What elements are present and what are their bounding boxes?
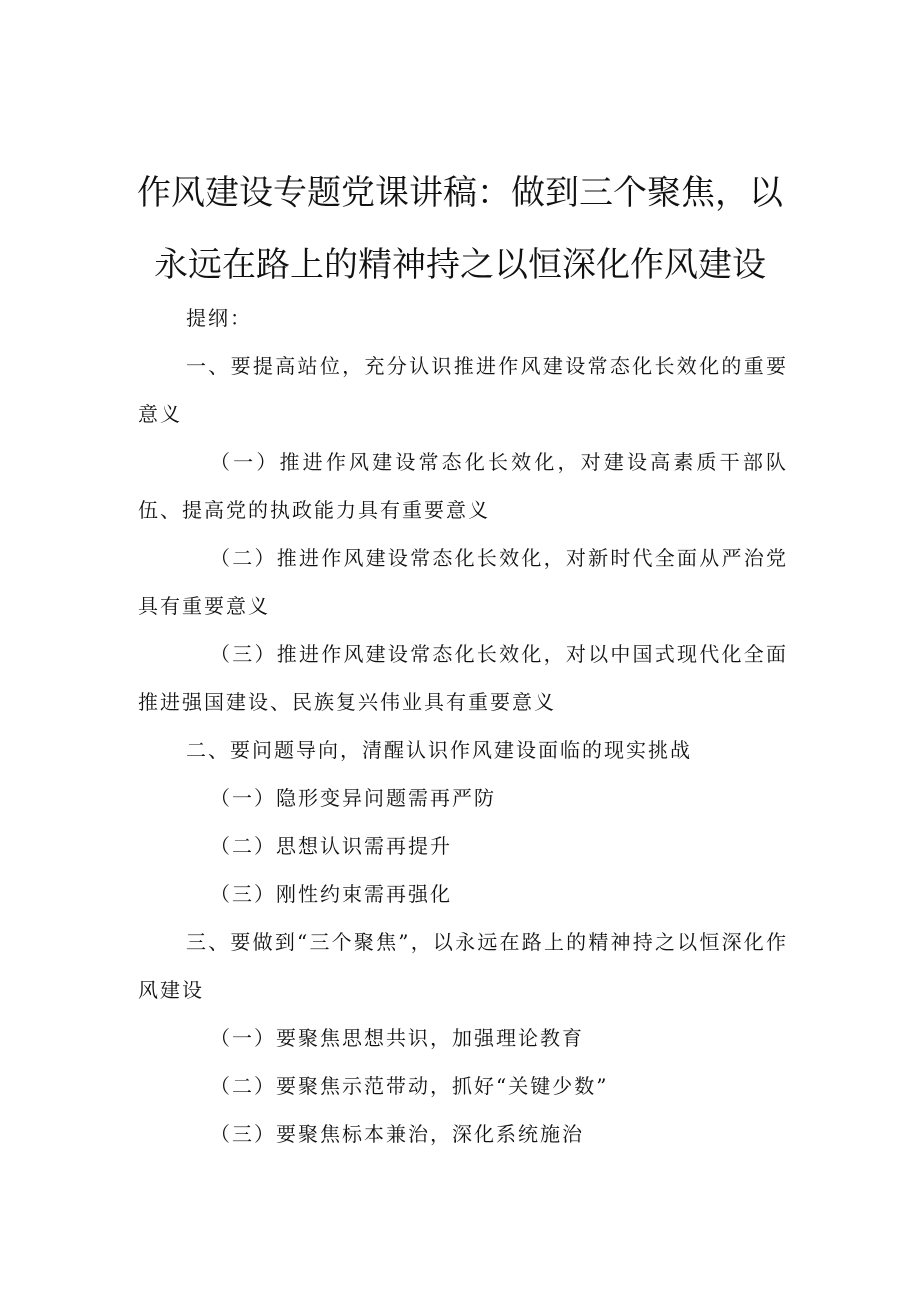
section-2-item-2: （二）思想认识需再提升	[210, 834, 452, 858]
section-heading-3: 三、要做到“三个聚焦”，以永远在路上的精神持之以恒深化作风建设	[138, 930, 788, 1002]
section-2-item-1: （一）隐形变异问题需再严防	[210, 786, 496, 810]
section-heading-2: 二、要问题导向，清醒认识作风建设面临的现实挑战	[186, 738, 692, 762]
section-heading-1: 一、要提高站位，充分认识推进作风建设常态化长效化的重要意义	[138, 354, 788, 426]
section-3-item-2: （二）要聚焦示范带动，抓好“关键少数”	[210, 1074, 609, 1098]
document-body	[138, 294, 788, 1158]
section-1-item-2: （二）推进作风建设常态化长效化，对新时代全面从严治党具有重要意义	[138, 546, 788, 618]
section-1-item-3: （三）推进作风建设常态化长效化，对以中国式现代化全面推进强国建设、民族复兴伟业具有重要意义	[138, 642, 788, 714]
section-1-item-1: （一）推进作风建设常态化长效化，对建设高素质干部队伍、提高党的执政能力具有重要意义	[138, 450, 788, 522]
title-line-2: 永远在路上的精神持之以恒深化作风建设	[154, 244, 766, 285]
document-title	[130, 157, 790, 301]
section-3-item-1: （一）要聚焦思想共识，加强理论教育	[210, 1026, 584, 1050]
outline-label: 提纲：	[186, 306, 252, 330]
section-2-item-3: （三）刚性约束需再强化	[210, 882, 452, 906]
title-line-1: 作风建设专题党课讲稿：做到三个聚焦，以	[137, 172, 783, 213]
section-3-item-3: （三）要聚焦标本兼治，深化系统施治	[210, 1122, 584, 1146]
